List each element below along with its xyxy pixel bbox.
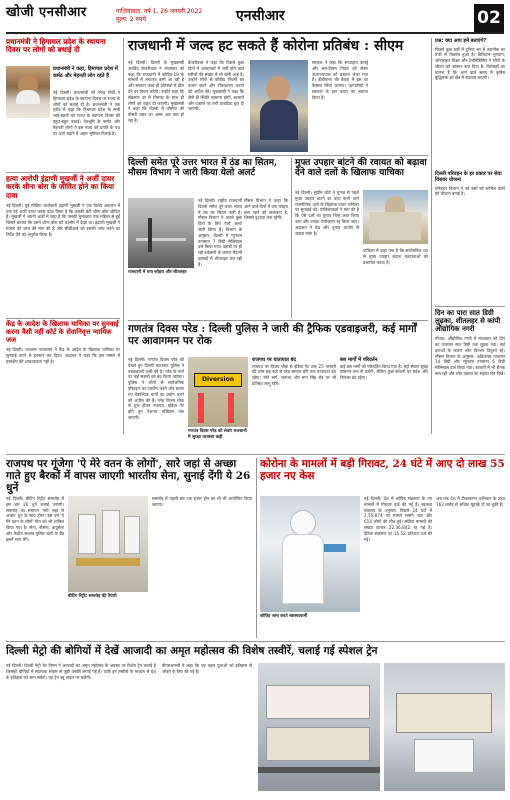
mukherjee-headline: हत्या आरोपी इंद्राणी मुखर्जी ने अर्जी दायर करके शीना बोरा के जीवित होने का किया दावा	[6, 174, 115, 200]
order-headline: केंद्र के आदेश के खिलाफ याचिका पर सुनवाई करना वैसी नहीं कोर्ट के सेवानिवृत्त न्यायिक जज	[6, 320, 119, 344]
corona-body: नई दिल्ली। देश में कोविड संक्रमण के नए मामलों में गिरावट दर्ज की गई है। स्वास्थ्य मंत्रालय के अनुसार, पिछले 24 घंटों में 2,55,874 नए मामले सामने आए और 614 लोगों की मौत हुई। सक्रिय मामलों की संख्या घटकर 22,36,842 रह गई है। दैनिक संक्रमण दर 15.52 प्रतिशत दर्ज की गई।	[364, 496, 432, 542]
petition-body2: याचिका में कहा गया है कि सार्वजनिक धन से मुफ्त उपहार बांटना मतदाताओं को प्रभावित करता है।	[363, 248, 428, 265]
song-body: नई दिल्ली। बीटिंग रिट्रीट समारोह में इस बार 26 धुनें बजाई जाएंगी। समारोह का समापन 'सारे जहां से अच्छा' धुन के साथ होगा। इस वर्ष 'ऐ मेरे वतन के लोगों' गीत को भी शामिल किया गया है। सेना, नौसेना, वायुसेना और केंद्रीय सशस्त्र पुलिस बलों के बैंड इसमें भाग लेंगे।	[6, 496, 64, 542]
cold-story	[128, 158, 288, 318]
republic-body3: कई बस मार्गों को परिवर्तित किया गया है। मेट्रो सेवाएं सुबह सामान्य रूप से चलेंगी, लेकिन कुछ स्टेशनों पर प्रवेश और निकास बंद रहेगा।	[340, 363, 428, 381]
mukherjee-body: नई दिल्ली। पूर्व मीडिया कार्यकारी इंद्राणी मुखर्जी ने एक विशेष अदालत में एक नई अर्जी दायर करके दावा किया है कि उसकी बेटी शीना बोरा जीवित है। मुखर्जी ने अपनी अर्जी में कहा है कि उसकी मुलाकात एक महिला से हुई जिसने बताया कि उसने शीना बोरा को कश्मीर में देखा था। इंद्राणी मुखर्जी ने मामले की जांच की मांग की है और सीबीआई को इसकी जांच करने का निर्देश देने का अनुरोध किया है।	[6, 202, 120, 237]
diversion-caption: गणतंत्र दिवस परेड को लेकर राजधानी में सुरक्षा व्यवस्था कड़ी	[188, 429, 247, 440]
temp-story	[435, 309, 505, 451]
republic-sub2: बस मार्गों में परिवर्तन	[340, 357, 378, 363]
ban-col1: नई दिल्ली। दिल्ली के मुख्यमंत्री अरविंद केजरीवाल ने मंगलवार को कहा कि राजधानी में कोविड-19 के मामलों में लगातार कमी आ रही है और सरकार जल्द ही प्रतिबंधों में ढील देने पर विचार करेगी। उन्होंने कहा कि संक्रमण दर में गिरावट के साथ ही लोगों को राहत दी जाएगी। मुख्यमंत्री ने कहा कि दिल्ली में कोरोना की तीसरी लहर का असर अब कम हो रहा है।	[128, 60, 184, 123]
ban-story	[128, 38, 428, 153]
republic-headline: गणतंत्र दिवस परेड : दिल्ली पुलिस ने जारी की ट्रैफिक एडवाइजरी, कई मार्गों पर आवागमन पर रोक	[128, 323, 417, 348]
cold-headline: दिल्ली समेत पूरे उत्तर भारत में ठंड का सितम, मौसम विभाग ने जारी किया येलो अलर्ट	[128, 158, 278, 179]
corona-story	[260, 458, 505, 638]
republic-story	[128, 323, 428, 451]
page-number: 02	[474, 4, 504, 32]
song-story	[6, 458, 252, 638]
metro-body2: डीएमआरसी ने कहा कि यह पहल युवाओं को इतिहास से जोड़ने के लिए की गई है।	[162, 663, 252, 674]
song-body2: समारोह में पहली बार एक हजार ड्रोन का शो भी आयोजित किया जाएगा।	[152, 496, 252, 507]
corona-body2: अब तक देश में टीकाकरण अभियान के तहत 162 करोड़ से अधिक खुराकें दी जा चुकी हैं।	[436, 496, 505, 507]
republic-col3	[252, 357, 336, 451]
covid-photo	[260, 496, 360, 612]
pm-story	[6, 38, 120, 170]
ban-headline: राजधानी में जल्द हट सकते हैं कोरोना प्रतिबंध : सीएम	[128, 38, 404, 54]
fog-caption: राजधानी में घना कोहरा और शीतलहर	[128, 270, 187, 275]
diversion-sign: Diversion	[194, 373, 242, 387]
petition-body: नई दिल्ली। सुप्रीम कोर्ट ने चुनाव से पहले मुफ्त उपहार बांटने का वादा करने वाले राजनीतिक दलों के खिलाफ दायर याचिका पर सुनवाई की। याचिकाकर्ता ने मांग की है कि ऐसे दलों का चुनाव चिन्ह जब्त किया जाए और उनका पंजीकरण रद्द किया जाए। अदालत ने केंद्र और चुनाव आयोग से जवाब मांगा है।	[295, 190, 359, 236]
pm-headline: प्रधानमंत्री ने हिमाचल प्रदेश के स्थापना दिवस पर लोगों को बधाई दी	[6, 37, 106, 55]
mukherjee-story	[6, 175, 120, 315]
metro-photo-2	[384, 663, 505, 791]
masthead-price-line: मूल्य: 2 रुपये	[116, 16, 146, 23]
qa-head: प्रश्न: क्या आप हमें बताएंगे?	[435, 38, 487, 44]
fog-photo	[128, 198, 194, 268]
pm-body: नई दिल्ली। प्रधानमंत्री श्री नरेन्द्र मोदी ने हिमाचल प्रदेश के स्थापना दिवस पर राज्य के लोगों को बधाई दी है। प्रधानमंत्री ने एक ट्वीट में कहा कि हिमाचल प्रदेश के सभी भाई-बहनों को राज्य के स्थापना दिवस की बहुत-बहुत बधाई। देवभूमि के कर्मठ और मेहनती लोगों ने इस राज्य को प्रगति के पथ पर आगे बढ़ाने में अहम भूमिका निभाई है।	[53, 90, 120, 136]
band-caption: बीटिंग रिट्रीट समारोह की तैयारी	[68, 594, 117, 599]
masthead-logo: खोजी एनसीआर	[6, 5, 87, 20]
covid-caption: कोविड जांच करते स्वास्थ्यकर्मी	[260, 614, 308, 619]
republic-col4	[340, 357, 428, 451]
right-column	[435, 38, 505, 304]
section-title: एनसीआर	[236, 8, 285, 24]
diversion-photo	[188, 357, 248, 427]
court-photo	[363, 190, 428, 244]
metro-body: नई दिल्ली। दिल्ली मेट्रो रेल निगम ने आजादी का अमृत महोत्सव के अवसर पर विशेष ट्रेन चलाई है जिसकी बोगियों में स्वतंत्रता संग्राम से जुड़ी तस्वीरें लगाई गई हैं। यात्री इन तस्वीरों के माध्यम से देश के इतिहास को जान सकेंगे। यह ट्रेन ब्लू लाइन पर चलेगी।	[6, 663, 156, 680]
masthead	[6, 4, 504, 34]
republic-body2: राजपथ पर विजय चौक से इंडिया गेट तक 25 जनवरी की शाम छह बजे से परेड समाप्त होने तक यातायात बंद रहेगा। रफी मार्ग, जनपथ और मान सिंह रोड पर भी प्रतिबंध लागू रहेंगे।	[252, 363, 336, 386]
order-body: नई दिल्ली। उच्चतम न्यायालय ने केंद्र के आदेश के खिलाफ याचिका पर सुनवाई करने से इनकार कर दिया। अदालत ने कहा कि इस मामले में हस्तक्षेप की आवश्यकता नहीं है।	[6, 347, 120, 365]
right-body2: परिवहन विभाग ने नई बसों को शामिल करने की योजना बनाई है।	[435, 185, 505, 197]
temp-body: नोएडा। औद्योगिक नगरी में मंगलवार को दिन का तापमान सात डिग्री तक लुढ़क गया। सर्द हवाओं के कारण लोग दिनभर ठिठुरते रहे। मौसम विभाग के अनुसार, अधिकतम तापमान 14 डिग्री और न्यूनतम तापमान 6 डिग्री सेल्सियस दर्ज किया गया। बाजारों में भी रौनक कम रही और लोग अलाव का सहारा लेते दिखे।	[435, 336, 505, 376]
song-headline: राजपथ पर गूंजेगा 'ऐ मेरे वतन के लोगों', सारे जहां से अच्छा गाते हुए बैरकों में वापस जाएगी भारतीय सेना, सुनाई देंगी ये 26 धुनें	[6, 458, 251, 495]
pm-subhead: प्रधानमंत्री ने कहा, हिमाचल प्रदेश में कर्मठ और मेहनती लोग रहते हैं	[53, 66, 118, 79]
masthead-date	[116, 8, 202, 24]
masthead-date-line: गाज़ियाबाद, वर्ष 1, 26 जनवरी 2022	[116, 8, 203, 15]
cold-body2: मौसम विभाग ने कहा कि आने वाले दिनों में घना कोहरा छाए रहने की संभावना है, जिससे दृश्यता कम रहेगी।	[244, 198, 288, 221]
metro-headline: दिल्ली मेट्रो की बोगियों में देखें आजादी का अमृत महोत्सव की विशेष तस्वीरें, चलाई गई स्पेशल ट्रेन	[6, 645, 378, 657]
petition-story	[295, 158, 428, 308]
temp-headline: दिन का पारा सात डिग्री लुढ़का, शीतलहर से कांपी औद्योगिक नगरी	[435, 308, 501, 334]
petition-headline: मुफ्त उपहार बांटने की रवायत को बढ़ावा देने वाले दलों के खिलाफ याचिका	[295, 158, 427, 179]
republic-body: नई दिल्ली। गणतंत्र दिवस परेड को देखते हुए दिल्ली यातायात पुलिस ने एडवाइजरी जारी की है। परेड के मार्ग पर कई सड़कों को बंद किया जाएगा। पुलिस ने लोगों से सार्वजनिक परिवहन का उपयोग करने और बताए गए वैकल्पिक मार्गों का प्रयोग करने की अपील की है। परेड विजय चौक से शुरू होकर राजपथ, इंडिया गेट होते हुए नेशनल स्टेडियम तक जाएगी।	[128, 357, 184, 420]
right-subhead: दिल्ली परिवहन के हर प्रकार पर सेवा विस्तार योजना	[435, 170, 502, 183]
metro-story	[6, 645, 505, 795]
corona-headline: कोरोना के मामलों में बड़ी गिरावट, 24 घंटे में आए दो लाख 55 हजार नए केस	[260, 458, 505, 483]
band-photo	[68, 496, 148, 592]
order-story	[6, 321, 120, 433]
right-body: पिछले कुछ वर्षों में दुनिया भर में तकनीक का तेजी से विकास हुआ है। डिजिटल भुगतान, ऑनलाइन शिक्षा और टेलीमेडिसिन ने लोगों के जीवन को आसान बना दिया है। विशेषज्ञों का मानना है कि आने वाले समय में कृत्रिम बुद्धिमत्ता हर क्षेत्र में बदलाव लाएगी।	[435, 46, 505, 81]
ban-col2: केजरीवाल ने कहा कि पिछले कुछ दिनों में अस्पतालों में भर्ती होने वाले मरीजों की संख्या में भी कमी आई है। उन्होंने लोगों से कोविड नियमों का पालन करने और टीकाकरण कराने की अपील की। मुख्यमंत्री ने कहा कि जैसे ही स्थिति सामान्य होगी, बाजारों और दफ्तरों पर लगी पाबंदियां हटा दी जाएंगी।	[188, 60, 244, 112]
pm-photo	[6, 66, 50, 118]
metro-photo	[258, 663, 380, 791]
kejriwal-photo	[250, 60, 308, 152]
ban-col3: सरकार ने कहा कि सप्ताहांत कर्फ्यू और सम-विषम नियम को लेकर उपराज्यपाल को प्रस्ताव भेजा गया है। डीडीएमए की बैठक में इस पर फैसला लिया जाएगा। व्यापारियों ने सरकार के इस कदम का स्वागत किया है।	[312, 60, 368, 100]
cold-body: नई दिल्ली। राष्ट्रीय राजधानी दिल्ली समेत पूरे उत्तर भारत में ठंड का सितम जारी है। मौसम विभाग ने अगले कुछ दिनों के लिए येलो अलर्ट जारी किया है। विभाग के अनुसार, दिल्ली में न्यूनतम तापमान 7 डिग्री सेल्सियस दर्ज किया गया। पहाड़ों पर हो रही बर्फबारी के कारण मैदानी इलाकों में शीतलहर चल रही है।	[198, 198, 242, 267]
republic-sub1: राजपथ पर यातायात बंद	[252, 357, 297, 363]
